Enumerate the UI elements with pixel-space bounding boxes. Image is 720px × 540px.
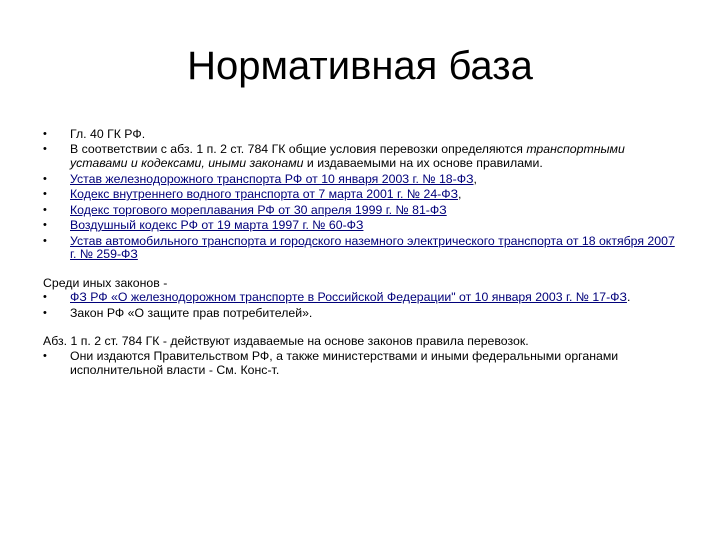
section-lead: Абз. 1 п. 2 ст. 784 ГК - действуют издаваемые на основе законов правила перевозок. bbox=[43, 334, 529, 349]
list-item bbox=[43, 235, 683, 262]
other-laws-section bbox=[43, 277, 683, 321]
list-item bbox=[43, 204, 683, 218]
link-railway-charter[interactable]: Устав железнодорожного транспорта РФ от 10 января 2003 г. № 18-ФЗ bbox=[70, 171, 474, 186]
list-item bbox=[43, 219, 683, 233]
link-air-code[interactable]: Воздушный кодекс РФ от 19 марта 1997 г. № 60-ФЗ bbox=[70, 218, 364, 233]
list-item-text: В соответствии с абз. 1 п. 2 ст. 784 ГК общие условия перевозки определяются bbox=[70, 142, 527, 157]
link-merchant-shipping-code[interactable]: Кодекс торгового мореплавания РФ от 30 апреля 1999 г. № 81-ФЗ bbox=[70, 202, 447, 217]
list-item bbox=[43, 173, 683, 187]
italic-text: транспортными уставами и кодексами, иными законами bbox=[70, 142, 625, 171]
link-road-transport-charter[interactable]: Устав автомобильного транспорта и городского наземного электрического транспорта от 18 октября 2007 г. № 259-ФЗ bbox=[70, 233, 675, 262]
punctuation: , bbox=[458, 187, 462, 202]
list-item bbox=[43, 188, 683, 202]
sources-list bbox=[43, 128, 683, 262]
list-item bbox=[43, 350, 683, 377]
rules-section bbox=[43, 335, 683, 377]
list-item-text: Они издаются Правительством РФ, а также министерствами и иными федеральными органами исполнительной власти - См. Конс-т. bbox=[70, 348, 619, 377]
list-item bbox=[43, 291, 683, 305]
list-item bbox=[43, 143, 683, 170]
rules-list bbox=[43, 350, 683, 377]
list-item-text: Закон РФ «О защите прав потребителей». bbox=[70, 305, 313, 320]
list-item bbox=[43, 307, 683, 321]
link-railway-law[interactable]: ФЗ РФ «О железнодорожном транспорте в Российской Федерации" от 10 января 2003 г. № 17-ФЗ bbox=[70, 290, 627, 305]
page-title: Нормативная база bbox=[187, 44, 533, 88]
list-item-text: Гл. 40 ГК РФ. bbox=[70, 127, 146, 141]
punctuation: , bbox=[473, 171, 477, 186]
section-lead: Среди иных законов - bbox=[43, 275, 168, 290]
other-laws-list bbox=[43, 291, 683, 320]
link-inland-water-code[interactable]: Кодекс внутреннего водного транспорта от 7 марта 2001 г. № 24-ФЗ bbox=[70, 187, 459, 202]
punctuation: . bbox=[626, 290, 631, 305]
list-item-text: и издаваемыми на их основе правилами. bbox=[303, 156, 543, 171]
list-item bbox=[43, 128, 683, 142]
slide-content bbox=[43, 128, 683, 379]
